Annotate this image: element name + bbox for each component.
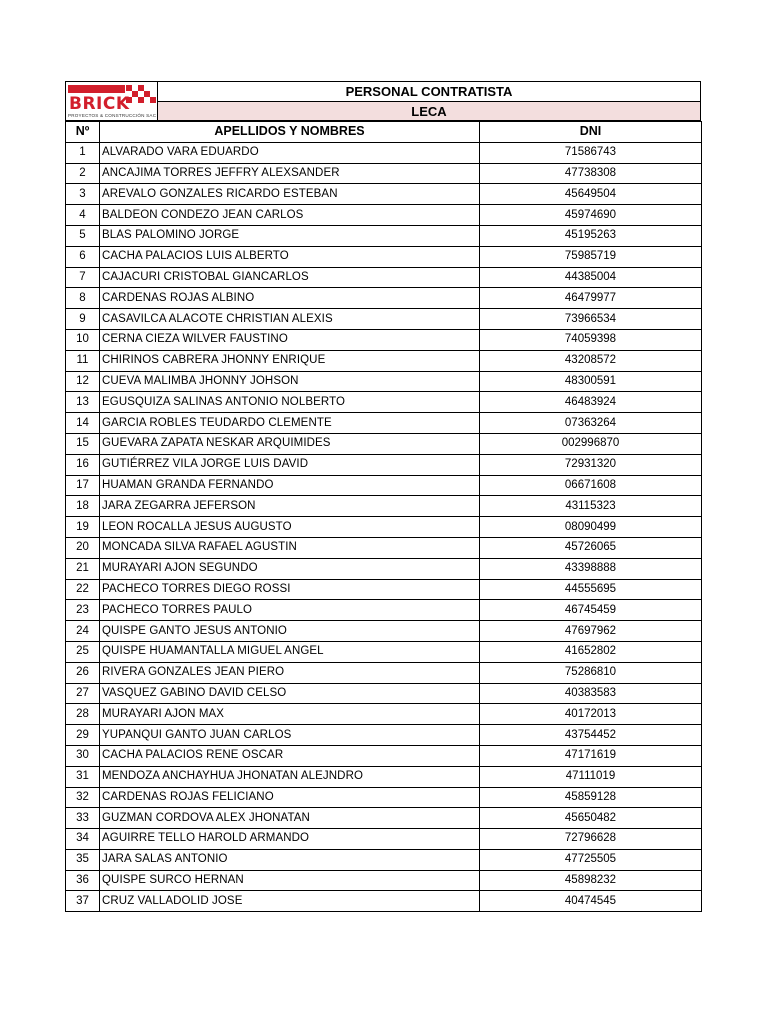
row-number: 24: [66, 621, 100, 642]
row-dni: 74059398: [480, 329, 702, 350]
table-row: [66, 392, 702, 413]
row-number: 20: [66, 537, 100, 558]
table-row: [66, 517, 702, 538]
title-block: [158, 81, 701, 121]
row-number: 14: [66, 413, 100, 434]
row-name: CHIRINOS CABRERA JHONNY ENRIQUE: [100, 350, 480, 371]
row-dni: 45650482: [480, 808, 702, 829]
table-row: [66, 787, 702, 808]
row-dni: 71586743: [480, 142, 702, 163]
row-name: CERNA CIEZA WILVER FAUSTINO: [100, 329, 480, 350]
row-dni: 40474545: [480, 891, 702, 912]
sheet-header: [65, 81, 701, 121]
table-row: [66, 621, 702, 642]
row-number: 13: [66, 392, 100, 413]
table-row: [66, 163, 702, 184]
table-row: [66, 579, 702, 600]
row-name: JARA ZEGARRA JEFERSON: [100, 496, 480, 517]
table-row: [66, 870, 702, 891]
row-name: HUAMAN GRANDA FERNANDO: [100, 475, 480, 496]
logo-square: [138, 97, 144, 103]
personnel-table: [65, 121, 702, 912]
row-name: QUISPE HUAMANTALLA MIGUEL ANGEL: [100, 641, 480, 662]
row-number: 15: [66, 433, 100, 454]
row-dni: 75985719: [480, 246, 702, 267]
row-name: GARCIA ROBLES TEUDARDO CLEMENTE: [100, 413, 480, 434]
table-row: [66, 537, 702, 558]
row-name: BLAS PALOMINO JORGE: [100, 225, 480, 246]
row-dni: 46479977: [480, 288, 702, 309]
row-number: 32: [66, 787, 100, 808]
row-dni: 43115323: [480, 496, 702, 517]
table-row: [66, 267, 702, 288]
row-dni: 47738308: [480, 163, 702, 184]
table-row: [66, 662, 702, 683]
row-number: 6: [66, 246, 100, 267]
row-name: CACHA PALACIOS RENE OSCAR: [100, 745, 480, 766]
table-row: [66, 683, 702, 704]
row-number: 33: [66, 808, 100, 829]
row-name: GUZMAN CORDOVA ALEX JHONATAN: [100, 808, 480, 829]
row-dni: 47111019: [480, 766, 702, 787]
row-dni: 07363264: [480, 413, 702, 434]
row-dni: 47697962: [480, 621, 702, 642]
table-row: [66, 454, 702, 475]
row-number: 37: [66, 891, 100, 912]
row-dni: 45859128: [480, 787, 702, 808]
row-number: 36: [66, 870, 100, 891]
table-row: [66, 475, 702, 496]
row-name: JARA SALAS ANTONIO: [100, 849, 480, 870]
row-dni: 47725505: [480, 849, 702, 870]
row-name: CACHA PALACIOS LUIS ALBERTO: [100, 246, 480, 267]
col-header-num: Nº: [66, 122, 100, 143]
table-row: [66, 371, 702, 392]
row-dni: 43208572: [480, 350, 702, 371]
row-number: 34: [66, 829, 100, 850]
row-number: 25: [66, 641, 100, 662]
row-name: AGUIRRE TELLO HAROLD ARMANDO: [100, 829, 480, 850]
row-dni: 46745459: [480, 600, 702, 621]
table-row: [66, 496, 702, 517]
row-name: ANCAJIMA TORRES JEFFRY ALEXSANDER: [100, 163, 480, 184]
table-row: [66, 246, 702, 267]
col-header-dni: DNI: [480, 122, 702, 143]
row-dni: 72931320: [480, 454, 702, 475]
row-name: CUEVA MALIMBA JHONNY JOHSON: [100, 371, 480, 392]
table-row: [66, 704, 702, 725]
table-row: [66, 433, 702, 454]
row-dni: 73966534: [480, 309, 702, 330]
sheet-title: PERSONAL CONTRATISTA: [158, 81, 701, 101]
row-number: 12: [66, 371, 100, 392]
row-number: 16: [66, 454, 100, 475]
row-name: MURAYARI AJON MAX: [100, 704, 480, 725]
row-number: 22: [66, 579, 100, 600]
table-row: [66, 288, 702, 309]
row-name: BALDEON CONDEZO JEAN CARLOS: [100, 205, 480, 226]
row-name: MENDOZA ANCHAYHUA JHONATAN ALEJNDRO: [100, 766, 480, 787]
row-dni: 72796628: [480, 829, 702, 850]
table-row: [66, 808, 702, 829]
row-name: CAJACURI CRISTOBAL GIANCARLOS: [100, 267, 480, 288]
row-number: 5: [66, 225, 100, 246]
table-row: [66, 329, 702, 350]
logo-square: [150, 97, 156, 103]
row-number: 35: [66, 849, 100, 870]
row-dni: 44555695: [480, 579, 702, 600]
row-number: 11: [66, 350, 100, 371]
row-name: VASQUEZ GABINO DAVID CELSO: [100, 683, 480, 704]
table-row: [66, 891, 702, 912]
table-row: [66, 350, 702, 371]
row-number: 26: [66, 662, 100, 683]
row-number: 17: [66, 475, 100, 496]
row-number: 3: [66, 184, 100, 205]
row-dni: 43754452: [480, 725, 702, 746]
row-dni: 46483924: [480, 392, 702, 413]
table-row: [66, 309, 702, 330]
row-number: 8: [66, 288, 100, 309]
row-number: 30: [66, 745, 100, 766]
row-number: 18: [66, 496, 100, 517]
table-header-row: [66, 122, 702, 143]
row-dni: 48300591: [480, 371, 702, 392]
logo-brand: BRICK: [69, 94, 130, 114]
row-dni: 45195263: [480, 225, 702, 246]
row-dni: 47171619: [480, 745, 702, 766]
row-dni: 45974690: [480, 205, 702, 226]
logo-subtitle: PROYECTOS & CONSTRUCCIÓN SAC: [68, 113, 157, 118]
row-name: YUPANQUI GANTO JUAN CARLOS: [100, 725, 480, 746]
row-number: 28: [66, 704, 100, 725]
contractor-sheet: [65, 81, 701, 912]
row-dni: 002996870: [480, 433, 702, 454]
table-row: [66, 745, 702, 766]
row-name: PACHECO TORRES PAULO: [100, 600, 480, 621]
row-number: 21: [66, 558, 100, 579]
row-name: LEON ROCALLA JESUS AUGUSTO: [100, 517, 480, 538]
table-row: [66, 641, 702, 662]
row-number: 9: [66, 309, 100, 330]
table-row: [66, 413, 702, 434]
row-name: AREVALO GONZALES RICARDO ESTEBAN: [100, 184, 480, 205]
row-name: QUISPE GANTO JESUS ANTONIO: [100, 621, 480, 642]
row-name: QUISPE SURCO HERNAN: [100, 870, 480, 891]
table-body: [66, 142, 702, 911]
row-number: 19: [66, 517, 100, 538]
row-dni: 40383583: [480, 683, 702, 704]
row-name: CASAVILCA ALACOTE CHRISTIAN ALEXIS: [100, 309, 480, 330]
table-row: [66, 766, 702, 787]
row-number: 27: [66, 683, 100, 704]
row-name: EGUSQUIZA SALINAS ANTONIO NOLBERTO: [100, 392, 480, 413]
row-number: 1: [66, 142, 100, 163]
row-name: ALVARADO VARA EDUARDO: [100, 142, 480, 163]
table-row: [66, 205, 702, 226]
row-dni: 40172013: [480, 704, 702, 725]
row-number: 7: [66, 267, 100, 288]
logo-bar: [68, 85, 125, 93]
table-row: [66, 225, 702, 246]
row-number: 31: [66, 766, 100, 787]
company-name: LECA: [158, 101, 701, 121]
table-row: [66, 725, 702, 746]
table-row: [66, 829, 702, 850]
table-row: [66, 142, 702, 163]
row-number: 29: [66, 725, 100, 746]
row-dni: 45726065: [480, 537, 702, 558]
row-number: 10: [66, 329, 100, 350]
row-dni: 45649504: [480, 184, 702, 205]
row-name: MURAYARI AJON SEGUNDO: [100, 558, 480, 579]
row-name: GUEVARA ZAPATA NESKAR ARQUIMIDES: [100, 433, 480, 454]
row-name: CRUZ VALLADOLID JOSE: [100, 891, 480, 912]
row-dni: 44385004: [480, 267, 702, 288]
row-dni: 06671608: [480, 475, 702, 496]
row-number: 23: [66, 600, 100, 621]
row-dni: 43398888: [480, 558, 702, 579]
brick-logo: [65, 81, 158, 121]
row-number: 2: [66, 163, 100, 184]
table-row: [66, 184, 702, 205]
row-name: RIVERA GONZALES JEAN PIERO: [100, 662, 480, 683]
row-dni: 08090499: [480, 517, 702, 538]
row-dni: 41652802: [480, 641, 702, 662]
row-name: PACHECO TORRES DIEGO ROSSI: [100, 579, 480, 600]
table-row: [66, 600, 702, 621]
table-row: [66, 558, 702, 579]
row-dni: 75286810: [480, 662, 702, 683]
row-name: GUTIÉRREZ VILA JORGE LUIS DAVID: [100, 454, 480, 475]
row-dni: 45898232: [480, 870, 702, 891]
row-number: 4: [66, 205, 100, 226]
row-name: CARDENAS ROJAS ALBINO: [100, 288, 480, 309]
col-header-name: APELLIDOS Y NOMBRES: [100, 122, 480, 143]
table-row: [66, 849, 702, 870]
row-name: CARDENAS ROJAS FELICIANO: [100, 787, 480, 808]
row-name: MONCADA SILVA RAFAEL AGUSTIN: [100, 537, 480, 558]
